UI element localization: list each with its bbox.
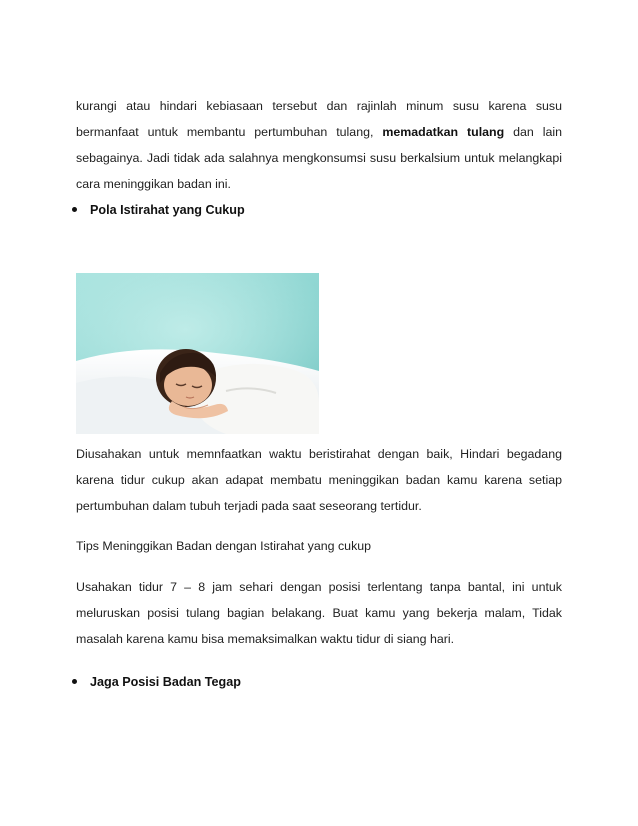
paragraph-rest-benefit: Diusahakan untuk memnfaatkan waktu beristirahat dengan baik, Hindari begadang karena tidur cukup akan adapat membatu meninggikan badan kamu karena setiap pertumbuhan dalam tubuh terjadi pada saat seseorang tertidur. xyxy=(76,447,562,513)
bullet-dot-icon xyxy=(72,679,77,684)
bullet-item-label: Pola Istirahat yang Cukup xyxy=(90,203,245,217)
paragraph-rest-tips-heading: Tips Meninggikan Badan dengan Istirahat yang cukup xyxy=(76,539,372,553)
bullet-dot-icon xyxy=(72,207,77,212)
bullet-item-posture xyxy=(72,673,241,691)
bullet-item-rest-pattern xyxy=(72,201,245,219)
bold-phrase-memadatkan-tulang: memadatkan tulang xyxy=(382,125,505,139)
paragraph-milk xyxy=(76,93,562,197)
sleeping-child-illustration xyxy=(76,273,319,434)
sleeping-child-photo xyxy=(76,273,319,434)
paragraph-milk-text-before: kurangi atau hindari kebiasaan tersebut dan rajinlah minum susu karena susu bermanfaat untuk membantu pertumbuhan tulang, xyxy=(76,99,562,139)
bullet-item-label: Jaga Posisi Badan Tegap xyxy=(90,675,241,689)
paragraph-milk-text-after: dan lain sebagainya. Jadi tidak ada salahnya mengkonsumsi susu berkalsium untuk melangkapi cara meninggikan badan ini. xyxy=(76,125,562,191)
paragraph-sleep-advice: Usahakan tidur 7 – 8 jam sehari dengan posisi terlentang tanpa bantal, ini untuk meluruskan posisi tulang bagian belakang. Buat kamu yang bekerja malam, Tidak masalah karena kamu bisa memaksimalkan waktu tidur di siang hari. xyxy=(76,580,562,646)
